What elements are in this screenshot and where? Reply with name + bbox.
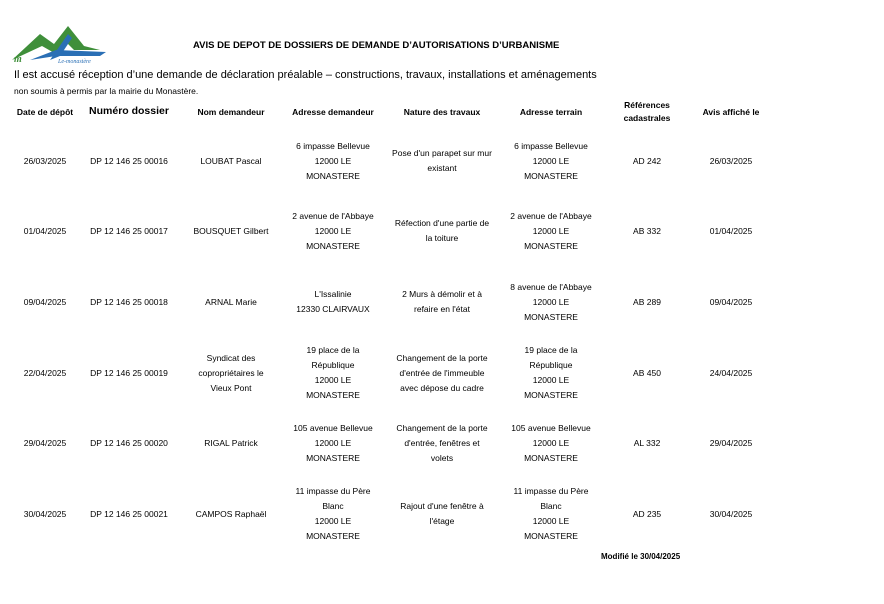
cell-date-depot xyxy=(5,199,85,263)
page-title: AVIS DE DEPOT DE DOSSIERS DE DEMANDE D’AUTORISATIONS D’URBANISME xyxy=(193,40,560,51)
cell-line: DP 12 146 25 00017 xyxy=(90,225,168,236)
cell-nom-demandeur xyxy=(185,199,277,263)
cell-line: 22/04/2025 xyxy=(23,367,67,378)
cell-line: AL 332 xyxy=(633,437,661,448)
cell-adresse-terrain xyxy=(499,129,603,193)
cell-line: 8 avenue de l'Abbaye xyxy=(510,281,592,292)
cell-line: existant xyxy=(427,163,457,173)
cell-line: ARNAL Marie xyxy=(205,296,257,307)
cell-adresse-demandeur xyxy=(280,411,386,475)
cell-numero-dossier xyxy=(82,411,176,475)
cell-line: 29/04/2025 xyxy=(23,437,67,448)
cell-adresse-demandeur xyxy=(280,129,386,193)
cell-line: 30/04/2025 xyxy=(23,508,67,519)
cell-line: 2 avenue de l'Abbaye xyxy=(510,210,592,221)
cell-line: MONASTERE xyxy=(306,531,360,541)
cell-avis-affiche xyxy=(691,411,771,475)
cell-line: avec dépose du cadre xyxy=(400,382,484,393)
cell-line: MONASTERE xyxy=(306,170,360,181)
cell-nature-travaux xyxy=(386,341,498,405)
cell-ref-cadastrale xyxy=(612,199,682,263)
cell-adresse-terrain xyxy=(499,341,603,405)
cell-line: AB 450 xyxy=(633,367,661,378)
cell-line: MONASTERE xyxy=(524,452,578,463)
cell-numero-dossier xyxy=(82,270,176,334)
cell-line: 09/04/2025 xyxy=(709,296,753,307)
cell-line: 30/04/2025 xyxy=(709,508,753,519)
cell-avis-affiche xyxy=(691,341,771,405)
cell-line: 24/04/2025 xyxy=(709,367,753,378)
cell-ref-cadastrale xyxy=(612,482,682,546)
cell-line: DP 12 146 25 00021 xyxy=(90,508,168,519)
cell-line: 01/04/2025 xyxy=(23,225,67,236)
intro-line-1: Il est accusé réception d’une demande de déclaration préalable – constructions, travaux, installations et aménagements xyxy=(14,69,597,81)
cell-line: Syndicat des xyxy=(206,352,256,363)
cell-line: République xyxy=(311,360,355,370)
cell-nature-travaux xyxy=(386,199,498,263)
cell-line: 12000 LE xyxy=(532,375,570,385)
cell-line: 19 place de la xyxy=(524,345,578,355)
cell-adresse-demandeur xyxy=(280,482,386,546)
cell-line: L'Issalinie xyxy=(314,289,352,299)
cell-line: 12000 LE xyxy=(314,437,352,448)
cell-date-depot xyxy=(5,129,85,193)
cell-line: 12000 LE xyxy=(532,437,570,448)
cell-line: AB 289 xyxy=(633,296,661,307)
cell-numero-dossier xyxy=(82,129,176,193)
cell-line: DP 12 146 25 00020 xyxy=(90,437,168,448)
cell-line: la toiture xyxy=(425,233,459,243)
cell-nom-demandeur xyxy=(185,482,277,546)
cell-nature-travaux xyxy=(386,411,498,475)
monastere-logo-icon xyxy=(10,20,110,64)
cell-line: 09/04/2025 xyxy=(23,296,67,307)
cell-line: d'entrée, fenêtres et xyxy=(404,437,480,448)
cell-adresse-terrain xyxy=(499,482,603,546)
intro-line-2: non soumis à permis par la mairie du Monastère. xyxy=(14,86,199,96)
cell-line: MONASTERE xyxy=(524,311,578,322)
cell-line: DP 12 146 25 00016 xyxy=(90,155,168,166)
column-header-ref-cadastrale: Références cadastrales xyxy=(623,100,671,123)
cell-line: copropriétaires le xyxy=(198,367,264,378)
cell-nom-demandeur xyxy=(185,270,277,334)
cell-line: 12000 LE xyxy=(532,225,570,236)
cell-nature-travaux xyxy=(386,129,498,193)
column-header-numero-dossier: Numéro dossier xyxy=(89,105,169,117)
column-header-nom-demandeur: Nom demandeur xyxy=(197,107,265,117)
cell-ref-cadastrale xyxy=(612,341,682,405)
cell-adresse-demandeur xyxy=(280,341,386,405)
cell-line: 105 avenue Bellevue xyxy=(511,422,591,433)
cell-line: Changement de la porte xyxy=(396,352,488,363)
cell-numero-dossier xyxy=(82,199,176,263)
cell-line: Pose d'un parapet sur mur xyxy=(392,148,492,158)
cell-line: 12330 CLAIRVAUX xyxy=(296,304,370,314)
cell-adresse-demandeur xyxy=(280,199,386,263)
column-header-nature-travaux: Nature des travaux xyxy=(403,107,481,117)
cell-avis-affiche xyxy=(691,129,771,193)
cell-numero-dossier xyxy=(82,482,176,546)
cell-line: BOUSQUET Gilbert xyxy=(193,225,269,236)
cell-line: 26/03/2025 xyxy=(23,155,67,166)
cell-line: MONASTERE xyxy=(306,390,360,400)
cell-line: RIGAL Patrick xyxy=(204,437,258,448)
cell-ref-cadastrale xyxy=(612,270,682,334)
cell-line: MONASTERE xyxy=(524,531,578,541)
cell-line: 12000 LE xyxy=(532,155,570,166)
cell-line: MONASTERE xyxy=(524,240,578,251)
cell-line: 12000 LE xyxy=(314,375,352,385)
column-header-date-depot: Date de dépôt xyxy=(16,107,74,117)
cell-line: MONASTERE xyxy=(524,390,578,400)
cell-nom-demandeur xyxy=(185,411,277,475)
cell-line: MONASTERE xyxy=(524,170,578,181)
cell-adresse-demandeur xyxy=(280,270,386,334)
cell-adresse-terrain xyxy=(499,270,603,334)
cell-line: 12000 LE xyxy=(314,225,352,236)
cell-date-depot xyxy=(5,482,85,546)
cell-nature-travaux xyxy=(386,270,498,334)
cell-line: 11 impasse du Père xyxy=(513,486,589,496)
cell-line: Blanc xyxy=(322,501,344,511)
cell-line: AD 235 xyxy=(632,508,662,519)
cell-ref-cadastrale xyxy=(612,411,682,475)
cell-line: Réfection d'une partie de xyxy=(394,218,490,228)
cell-date-depot xyxy=(5,270,85,334)
cell-line: d'entrée de l'immeuble xyxy=(399,367,485,378)
cell-avis-affiche xyxy=(691,482,771,546)
cell-line: 29/04/2025 xyxy=(709,437,753,448)
cell-line: 01/04/2025 xyxy=(709,225,753,236)
cell-line: MONASTERE xyxy=(306,240,360,251)
cell-line: DP 12 146 25 00018 xyxy=(90,296,168,307)
cell-line: Blanc xyxy=(540,501,562,511)
cell-line: Rajout d'une fenêtre à xyxy=(400,501,484,511)
cell-line: AD 242 xyxy=(632,155,662,166)
cell-line: 12000 LE xyxy=(532,516,570,526)
cell-line: Vieux Pont xyxy=(210,382,252,393)
cell-adresse-terrain xyxy=(499,199,603,263)
cell-line: 12000 LE xyxy=(314,516,352,526)
cell-line: 11 impasse du Père xyxy=(295,486,371,496)
cell-line: MONASTERE xyxy=(306,452,360,463)
cell-line: refaire en l'état xyxy=(414,304,470,314)
cell-line: République xyxy=(529,360,573,370)
column-header-adresse-demandeur: Adresse demandeur xyxy=(292,107,374,117)
cell-date-depot xyxy=(5,341,85,405)
cell-line: 2 avenue de l'Abbaye xyxy=(292,210,374,221)
cell-nom-demandeur xyxy=(185,341,277,405)
cell-line: 26/03/2025 xyxy=(709,155,753,166)
cell-line: LOUBAT Pascal xyxy=(200,155,262,166)
modified-date: Modifié le 30/04/2025 xyxy=(601,552,681,561)
cell-line: CAMPOS Raphaël xyxy=(195,508,267,519)
column-header-avis-affiche: Avis affiché le xyxy=(702,107,760,117)
cell-nom-demandeur xyxy=(185,129,277,193)
logo-text: Le-monastère xyxy=(58,59,91,64)
cell-avis-affiche xyxy=(691,270,771,334)
svg-text:m: m xyxy=(14,54,22,64)
cell-line: 19 place de la xyxy=(306,345,360,355)
cell-line: 6 impasse Bellevue xyxy=(296,140,370,151)
mairie-logo xyxy=(10,20,110,64)
cell-line: 12000 LE xyxy=(532,296,570,307)
cell-adresse-terrain xyxy=(499,411,603,475)
cell-line: 105 avenue Bellevue xyxy=(293,422,373,433)
cell-line: volets xyxy=(430,452,454,463)
cell-line: DP 12 146 25 00019 xyxy=(90,367,168,378)
cell-date-depot xyxy=(5,411,85,475)
cell-nature-travaux xyxy=(386,482,498,546)
column-header-adresse-terrain: Adresse terrain xyxy=(519,107,583,117)
cell-line: 2 Murs à démolir et à xyxy=(402,289,482,299)
cell-line: 6 impasse Bellevue xyxy=(514,140,588,151)
cell-line: 12000 LE xyxy=(314,155,352,166)
cell-numero-dossier xyxy=(82,341,176,405)
cell-avis-affiche xyxy=(691,199,771,263)
cell-ref-cadastrale xyxy=(612,129,682,193)
cell-line: AB 332 xyxy=(633,225,661,236)
cell-line: Changement de la porte xyxy=(396,422,488,433)
cell-line: l'étage xyxy=(429,516,455,526)
